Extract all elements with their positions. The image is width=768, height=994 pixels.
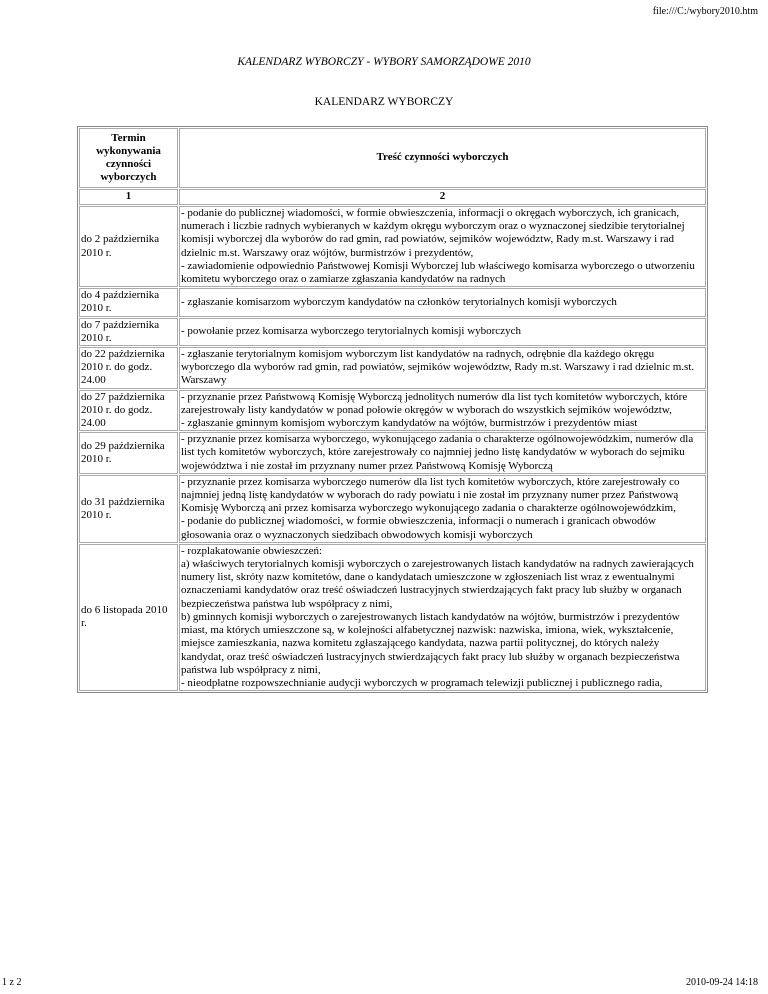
column-number-2: 2 [179,189,706,205]
activity-line: - powołanie przez komisarza wyborczego terytorialnych komisji wyborczych [181,325,521,338]
activity-line: - przyznanie przez komisarza wyborczego numerów dla list tych komitetów wyborczych, które zarejestrowały co najmniej jedną listę kandydatów w wyborach do rady powiatu i nie został im przyznany numer przez Państwową Komisję Wyborczą ani przez komisarza wyborczego wykonującego zadania o charakterze ogólnowojewódzkim, [181,475,680,515]
print-header-path: file:///C:/wybory2010.htm [652,6,758,17]
table-header-row [79,128,706,188]
row-date: do 2 października 2010 r. [79,206,178,287]
table-row [79,432,706,474]
table-row [79,288,706,316]
activity-line: - zgłaszanie terytorialnym komisjom wyborczym list kandydatów na radnych, odrębnie dla każdego okręgu wyborczego dla wyborów rad gmin, rad powiatów, sejmików województw, Rady m.st. Warszawy i rad dzielnic m.st. Warszawy [181,348,695,387]
calendar-rows [79,206,706,691]
row-activities [179,347,706,389]
document-subtitle: KALENDARZ WYBORCZY [314,96,454,108]
print-timestamp: 2010-09-24 14:18 [686,977,758,988]
column-number-row [79,189,706,205]
row-date: do 4 października 2010 r. [79,288,178,316]
row-activities [179,432,706,474]
table-row [79,544,706,691]
table-row [79,475,706,543]
activity-line: a) właściwych terytorialnych komisji wyborczych o zarejestrowanych listach kandydatów na radnych zawierających numery list, skróty nazw komitetów, dane o kandydatach umieszczone w zgłoszeniach list wraz z ewentualnymi oznaczeniami kandydatów oraz treść oświadczeń lustracyjnych stwierdzających fakt pracy lub służby w organach bezpieczeństwa państwa lub współpracy z nimi, [181,558,694,610]
header-date-column: Termin wykonywania czynności wyborczych [79,128,178,188]
row-date: do 6 listopada 2010 r. [79,544,178,691]
activity-line: b) gminnych komisji wyborczych o zarejestrowanych listach kandydatów na wójtów, burmistrzów i prezydentów miast, ma których umieszczone są, w kolejności alfabetycznej nazwisk: nazwiska, imiona, wiek, wykształcenie, miejsce zamieszkania, nazwa komitetu zgłaszającego kandydata, nazwa partii politycznej, do których należy kandydat, oraz treść oświadczeń lustracyjnych stwierdzających fakt pracy lub służby w organach bezpieczeństwa państwa lub współpracy z nimi, [181,610,680,676]
election-calendar-table [77,126,708,693]
header-content-column: Treść czynności wyborczych [179,128,706,188]
row-activities [179,206,706,287]
table-row [79,206,706,287]
page-indicator: 1 z 2 [2,977,22,988]
document-main-title: KALENDARZ WYBORCZY - WYBORY SAMORZĄDOWE 2010 [237,56,531,68]
row-date: do 27 października 2010 r. do godz. 24.00 [79,390,178,432]
activity-line: - zgłaszanie gminnym komisjom wyborczym kandydatów na wójtów, burmistrzów i prezydentów miast [181,417,638,430]
row-date: do 22 października 2010 r. do godz. 24.00 [79,347,178,389]
table-row [79,390,706,432]
column-number-1: 1 [79,189,178,205]
row-date: do 29 października 2010 r. [79,432,178,474]
row-activities [179,475,706,543]
row-date: do 7 października 2010 r. [79,318,178,346]
activity-line: - zawiadomienie odpowiednio Państwowej Komisji Wyborczej lub właściwego komisarza wyborczego o utworzeniu komitetu wyborczego oraz o zamiarze zgłaszania kandydatów na radnych [181,259,695,286]
activity-line: - rozplakatowanie obwieszczeń: [181,544,323,557]
row-activities [179,288,706,316]
calendar-table-wrapper [77,126,708,693]
activity-line: - przyznanie przez komisarza wyborczego, wykonującego zadania o charakterze ogólnowojewódzkim, numerów dla list tych komitetów wyborczych, które zarejestrowały co najmniej jedno listę kandydatów w wyborach do sejmiku województwa i nie został im przyznany numer przez Państwową Komisję Wyborczą [181,433,694,472]
activity-line: - nieodpłatne rozpowszechnianie audycji wyborczych w programach telewizji publicznej i publicznego radia, [181,676,663,689]
row-activities [179,318,706,346]
activity-line: - przyznanie przez Państwową Komisję Wyborczą jednolitych numerów dla list tych komitetów wyborczych, które zarejestrowały listy kandydatów w ponad połowie okręgów w wyborach do wszystkich sejmików województw, [181,390,688,416]
row-activities [179,390,706,432]
table-row [79,318,706,346]
activity-line: - podanie do publicznej wiadomości, w formie obwieszczenia, informacji o numerach i granicach obwodów głosowania oraz o wyznaczonych siedzibach obwodowych komisji wyborczych [181,515,656,541]
table-row [79,347,706,389]
activity-line: - podanie do publicznej wiadomości, w formie obwieszczenia, informacji o okręgach wyborczych, ich granicach, numerach i liczbie radnych wybieranych w każdym okręgu wyborczym oraz o wyznaczonej siedzibie terytorialnej komisji wyborczej dla wyborów do rad gmin, rad powiatów, sejmików województw, Rady m.st. Warszawy i rad dzielnic m.st. Warszawy oraz wójtów, burmistrzów i prezydentów, [181,207,685,259]
activity-line: - zgłaszanie komisarzom wyborczym kandydatów na członków terytorialnych komisji wyborczych [181,295,617,308]
row-activities [179,544,706,691]
row-date: do 31 października 2010 r. [79,475,178,543]
